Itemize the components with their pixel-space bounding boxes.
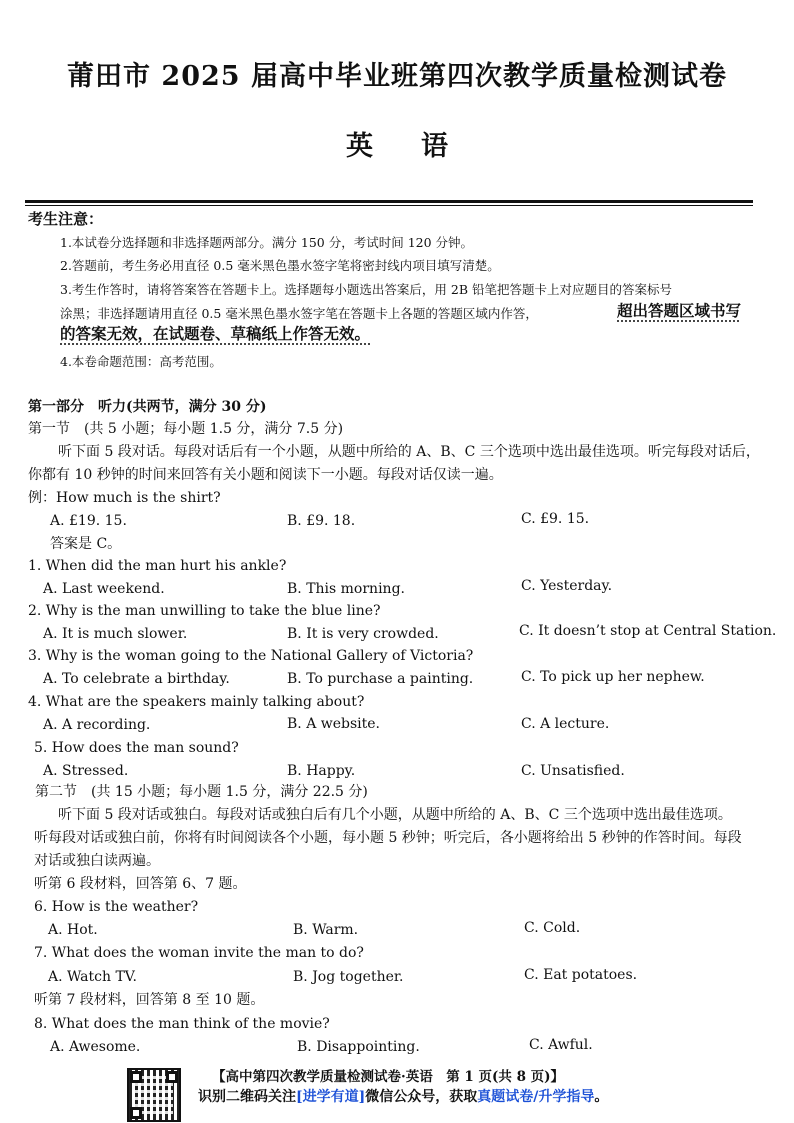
example-question: 例：How much is the shirt?	[28, 490, 221, 506]
question-5: 5. How does the man sound?	[34, 740, 239, 756]
notice-item-3: 3.考生作答时，请将答案答在答题卡上。选择题每小题选出答案后，用 2B 铅笔把答题卡上对应题目的答案标号	[60, 282, 673, 297]
example-answer: 答案是 C。	[50, 536, 122, 552]
section2-instruction-3: 对话或独白读两遍。	[34, 853, 160, 869]
question-6: 6. How is the weather?	[34, 899, 199, 915]
q5-option-a: A. Stressed.	[43, 763, 129, 779]
notice-item-3-cont: 涂黑；非选择题请用直径 0.5 毫米黑色墨水签字笔在答题卡上各题的答题区域内作答，	[60, 306, 538, 321]
section1-instruction-1: 听下面 5 段对话。每段对话后有一个小题，从题中所给的 A、B、C 三个选项中选出最佳选项。听完每段对话后，	[58, 444, 760, 460]
example-option-a: A. £19. 15.	[50, 513, 127, 529]
promo-text-mid: 微信公众号，获取	[365, 1089, 478, 1105]
q1-option-a: A. Last weekend.	[43, 581, 165, 597]
q3-option-b: B. To purchase a painting.	[287, 671, 474, 687]
q7-option-b: B. Jog together.	[293, 969, 404, 985]
q3-option-c: C. To pick up her nephew.	[521, 669, 705, 685]
q4-option-a: A. A recording.	[43, 717, 151, 733]
q7-option-a: A. Watch TV.	[48, 969, 137, 985]
q1-option-c: C. Yesterday.	[521, 578, 613, 594]
notice-heading: 考生注意：	[28, 210, 104, 228]
notice-item-4: 4.本卷命题范围：高考范围。	[60, 354, 222, 369]
q2-option-c: C. It doesn’t stop at Central Station.	[519, 623, 777, 639]
question-2: 2. Why is the man unwilling to take the blue line?	[28, 603, 381, 619]
notice-emphasis-2: 的答案无效，在试题卷、草稿纸上作答无效。	[60, 324, 371, 343]
material-7-label: 听第 7 段材料，回答第 8 至 10 题。	[34, 992, 265, 1008]
example-option-c: C. £9. 15.	[521, 511, 590, 527]
q8-option-b: B. Disappointing.	[297, 1039, 420, 1055]
q3-option-a: A. To celebrate a birthday.	[43, 671, 230, 687]
section2-heading: 第二节 (共 15 小题；每小题 1.5 分，满分 22.5 分)	[35, 784, 368, 800]
promo-brand-link[interactable]: [进学有道]	[296, 1089, 366, 1105]
q6-option-c: C. Cold.	[524, 920, 581, 936]
q8-option-a: A. Awesome.	[50, 1039, 141, 1055]
example-option-b: B. £9. 18.	[287, 513, 356, 529]
q4-option-b: B. A website.	[287, 716, 381, 732]
footer-promo	[198, 1088, 608, 1106]
q4-option-c: C. A lecture.	[521, 716, 610, 732]
q5-option-b: B. Happy.	[287, 763, 356, 779]
question-7: 7. What does the woman invite the man to do?	[34, 945, 364, 961]
q6-option-b: B. Warm.	[293, 922, 359, 938]
header-rule-thin	[25, 205, 753, 206]
q6-option-a: A. Hot.	[48, 922, 98, 938]
subject-title: 英语	[346, 131, 496, 162]
promo-resources-link[interactable]: 真题试卷/升学指导	[477, 1089, 595, 1105]
q2-option-a: A. It is much slower.	[43, 626, 188, 642]
question-1: 1. When did the man hurt his ankle?	[28, 558, 287, 574]
notice-item-2: 2.答题前，考生务必用直径 0.5 毫米黑色墨水签字笔将密封线内项目填写清楚。	[60, 258, 500, 273]
material-6-label: 听第 6 段材料，回答第 6、7 题。	[34, 876, 247, 892]
notice-emphasis-1: 超出答题区域书写	[617, 301, 742, 320]
question-4: 4. What are the speakers mainly talking about?	[28, 694, 365, 710]
section1-instruction-2: 你都有 10 秒钟的时间来回答有关小题和阅读下一小题。每段对话仅读一遍。	[28, 467, 503, 483]
q7-option-c: C. Eat potatoes.	[524, 967, 638, 983]
q8-option-c: C. Awful.	[529, 1037, 593, 1053]
page-footer-info: 【高中第四次教学质量检测试卷·英语 第 1 页(共 8 页)】	[212, 1069, 565, 1085]
part1-heading: 第一部分 听力(共两节，满分 30 分)	[28, 399, 267, 415]
promo-text-pre: 识别二维码关注	[198, 1089, 296, 1105]
q2-option-b: B. It is very crowded.	[287, 626, 439, 642]
q5-option-c: C. Unsatisfied.	[521, 763, 625, 779]
exam-title: 莆田市 2025 届高中毕业班第四次教学质量检测试卷	[67, 61, 727, 92]
question-3: 3. Why is the woman going to the National Gallery of Victoria?	[28, 648, 474, 664]
notice-item-1: 1.本试卷分选择题和非选择题两部分。满分 150 分，考试时间 120 分钟。	[60, 235, 474, 250]
question-8: 8. What does the man think of the movie?	[34, 1016, 330, 1032]
q1-option-b: B. This morning.	[287, 581, 405, 597]
promo-text-end: 。	[594, 1089, 609, 1105]
section2-instruction-1: 听下面 5 段对话或独白。每段对话或独白后有几个小题，从题中所给的 A、B、C 三个选项中选出最佳选项。	[58, 807, 732, 823]
section2-instruction-2: 听每段对话或独白前，你将有时间阅读各个小题，每小题 5 秒钟；听完后，各小题将给出 5 秒钟的作答时间。每段	[34, 830, 742, 846]
header-rule-thick	[25, 200, 753, 203]
qr-code-icon[interactable]	[127, 1068, 181, 1122]
section1-heading: 第一节 (共 5 小题；每小题 1.5 分，满分 7.5 分)	[28, 421, 344, 437]
